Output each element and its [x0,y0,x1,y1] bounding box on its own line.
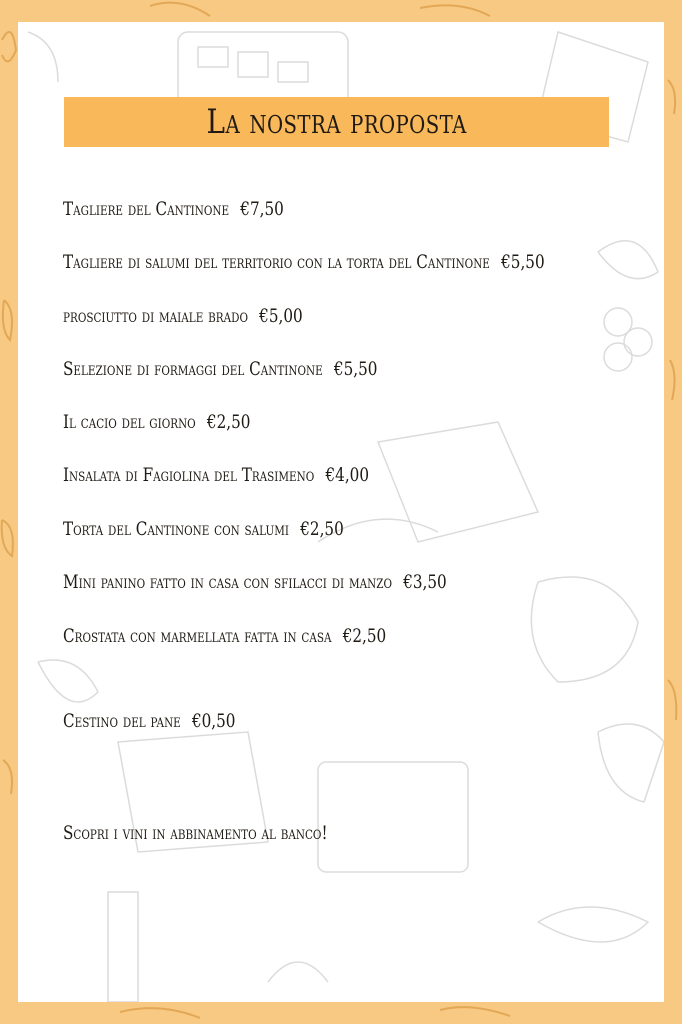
menu-item-price: €2,50 [300,518,344,540]
menu-item-price: €4,00 [325,464,370,486]
menu-item-name: Torta del Cantinone con salumi [63,518,290,540]
menu-item-price: €3,50 [403,571,447,593]
menu-item-name: Il cacio del giorno [63,411,196,433]
menu-item-name: Cestino del pane [63,710,181,732]
menu-item-price: €2,50 [342,625,387,647]
food-sketch-illustration [18,22,664,1002]
footer-note: Scopri i vini in abbinamento al banco! [63,822,328,844]
menu-item-name: Insalata di Fagiolina del Trasimeno [63,464,315,486]
menu-item-price: €5,50 [333,358,378,380]
menu-card [18,22,664,1002]
menu-item-name: Crostata con marmellata fatta in casa [63,625,332,647]
menu-item-name: Tagliere del Cantinone [63,198,230,220]
menu-item [63,198,284,220]
menu-item [63,464,369,486]
menu-item [63,625,386,647]
menu-item-price: €2,50 [206,411,251,433]
menu-item [63,571,447,593]
menu-item-name: prosciutto di maiale brado [63,305,248,327]
menu-item-price: €0,50 [191,710,236,732]
menu-item [63,358,377,380]
menu-item [63,305,303,327]
title-banner [64,97,609,147]
bread-basket-item [63,710,235,732]
menu-item [63,411,250,433]
menu-item-name: Mini panino fatto in casa con sfilacci di manzo [63,571,393,593]
menu-item-name: Selezione di formaggi del Cantinone [63,358,323,380]
menu-item-name: Tagliere di salumi del territorio con la torta del Cantinone [63,251,490,273]
menu-item-price: €7,50 [240,198,284,220]
menu-item [63,518,344,540]
menu-item [63,251,545,273]
menu-item-price: €5,00 [259,305,303,327]
page-title: La nostra proposta [206,102,467,142]
menu-item-price: €5,50 [501,251,545,273]
